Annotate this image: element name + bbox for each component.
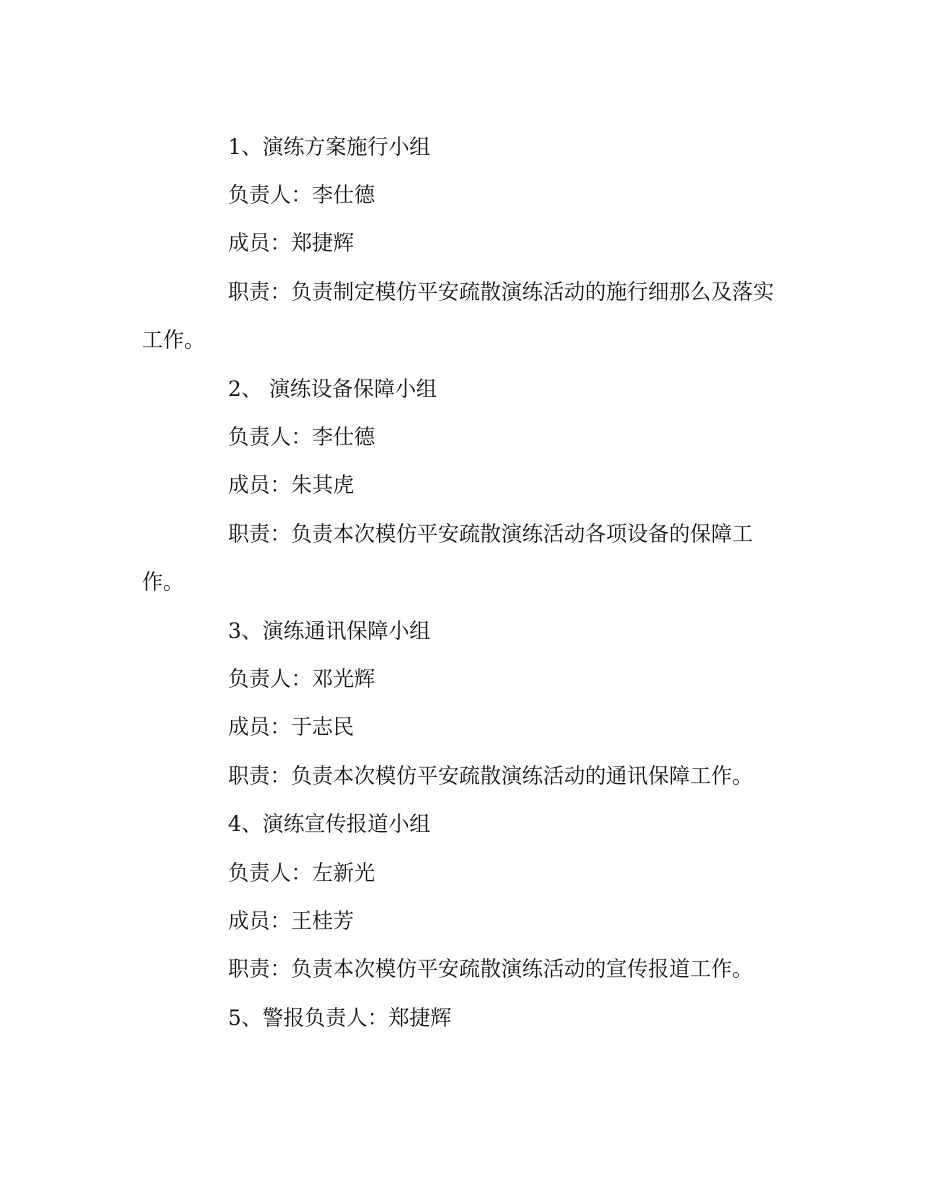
section-3-members: 成员：于志民 — [228, 715, 354, 739]
section-4-duty: 职责：负责本次模仿平安疏散演练活动的宣传报道工作。 — [228, 957, 753, 981]
section-4-leader: 负责人：左新光 — [228, 861, 375, 885]
section-3-duty: 职责：负责本次模仿平安疏散演练活动的通讯保障工作。 — [228, 764, 753, 788]
section-2-members: 成员：朱其虎 — [228, 473, 354, 497]
section-1-duty: 职责：负责制定模仿平安疏散演练活动的施行细那么及落实 — [228, 280, 774, 304]
section-4-heading: 4、演练宣传报道小组 — [228, 812, 431, 836]
section-3-leader: 负责人：邓光辉 — [228, 667, 375, 691]
section-2-duty-continued: 作。 — [142, 570, 184, 594]
section-1-duty-continued: 工作。 — [142, 328, 205, 352]
section-1-members: 成员：郑捷辉 — [228, 231, 354, 255]
section-2-leader: 负责人：李仕德 — [228, 425, 375, 449]
alarm-leader: 5、警报负责人：郑捷辉 — [228, 1006, 452, 1030]
section-3-heading: 3、演练通讯保障小组 — [228, 619, 431, 643]
section-2-heading: 2、 演练设备保障小组 — [228, 377, 438, 401]
section-1-leader: 负责人：李仕德 — [228, 183, 375, 207]
section-2-duty: 职责：负责本次模仿平安疏散演练活动各项设备的保障工 — [228, 522, 753, 546]
section-1-heading: 1、演练方案施行小组 — [228, 135, 431, 159]
section-4-members: 成员：王桂芳 — [228, 909, 354, 933]
